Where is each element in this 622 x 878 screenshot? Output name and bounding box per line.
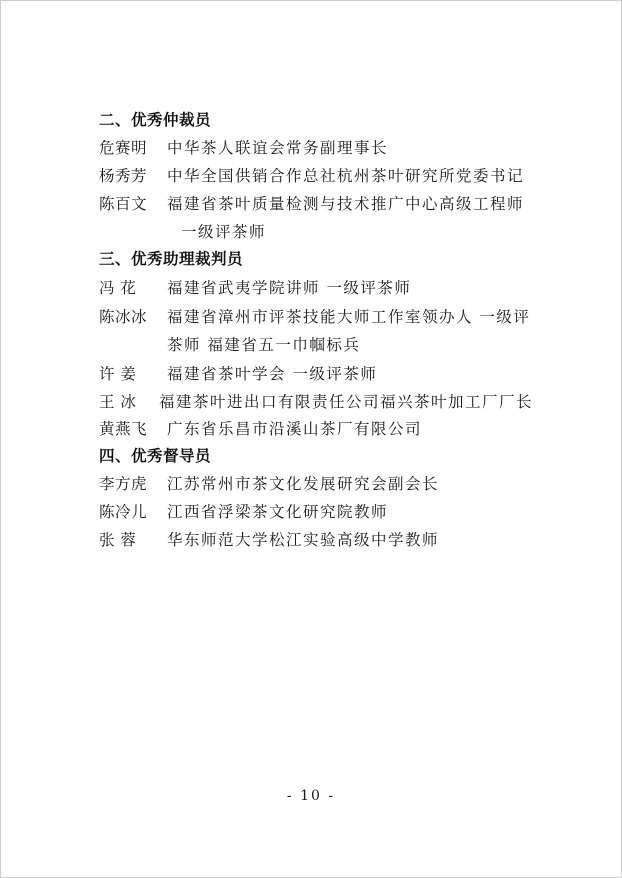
person-title: 福建省茶叶质量检测与技术推广中心高级工程师 bbox=[167, 195, 525, 213]
person-name: 危赛明 bbox=[99, 139, 148, 157]
list-item bbox=[1, 528, 621, 554]
page-number: - 10 - bbox=[286, 788, 336, 804]
person-name: 黄燕飞 bbox=[99, 420, 148, 438]
list-item-continuation bbox=[1, 220, 621, 246]
list-item bbox=[1, 136, 621, 162]
list-item bbox=[1, 305, 621, 331]
person-name: 冯 花 bbox=[99, 279, 137, 297]
person-title: 福建省漳州市评茶技能大师工作室领办人 一级评 bbox=[167, 308, 531, 326]
person-name: 许 姜 bbox=[99, 365, 137, 383]
list-item bbox=[1, 164, 621, 190]
list-item bbox=[1, 417, 621, 443]
person-name: 李方虎 bbox=[99, 475, 148, 493]
list-item bbox=[1, 192, 621, 218]
section-heading-arbitrators: 二、优秀仲裁员 bbox=[99, 111, 212, 129]
section-heading-supervisors: 四、优秀督导员 bbox=[99, 447, 212, 465]
list-item-continuation bbox=[1, 333, 621, 359]
person-title: 江苏常州市茶文化发展研究会副会长 bbox=[167, 475, 440, 493]
person-title: 福建省武夷学院讲师 一级评茶师 bbox=[167, 279, 412, 297]
list-item bbox=[1, 390, 621, 416]
person-name: 张 蓉 bbox=[99, 531, 137, 549]
person-title: 江西省浮梁茶文化研究院教师 bbox=[167, 503, 389, 521]
section-heading-assistant-referees: 三、优秀助理裁判员 bbox=[99, 250, 244, 268]
person-name: 陈冷儿 bbox=[99, 503, 148, 521]
list-item bbox=[1, 500, 621, 526]
person-name: 王 冰 bbox=[99, 393, 137, 411]
person-title-continued: 茶师 福建省五一巾帼标兵 bbox=[167, 336, 361, 354]
person-name: 陈百文 bbox=[99, 195, 148, 213]
person-title-continued: 一级评茶师 bbox=[181, 223, 267, 241]
person-title: 华东师范大学松江实验高级中学教师 bbox=[167, 531, 440, 549]
person-title: 福建省茶叶学会 一级评茶师 bbox=[167, 365, 378, 383]
list-item bbox=[1, 276, 621, 302]
person-title: 中华茶人联谊会常务副理事长 bbox=[167, 139, 389, 157]
person-title: 福建茶叶进出口有限责任公司福兴茶叶加工厂厂长 bbox=[159, 393, 534, 411]
person-title: 广东省乐昌市沿溪山茶厂有限公司 bbox=[167, 420, 423, 438]
list-item bbox=[1, 472, 621, 498]
person-title: 中华全国供销合作总社杭州茶叶研究所党委书记 bbox=[167, 167, 525, 185]
list-item bbox=[1, 362, 621, 388]
person-name: 陈冰冰 bbox=[99, 308, 148, 326]
person-name: 杨秀芳 bbox=[99, 167, 148, 185]
